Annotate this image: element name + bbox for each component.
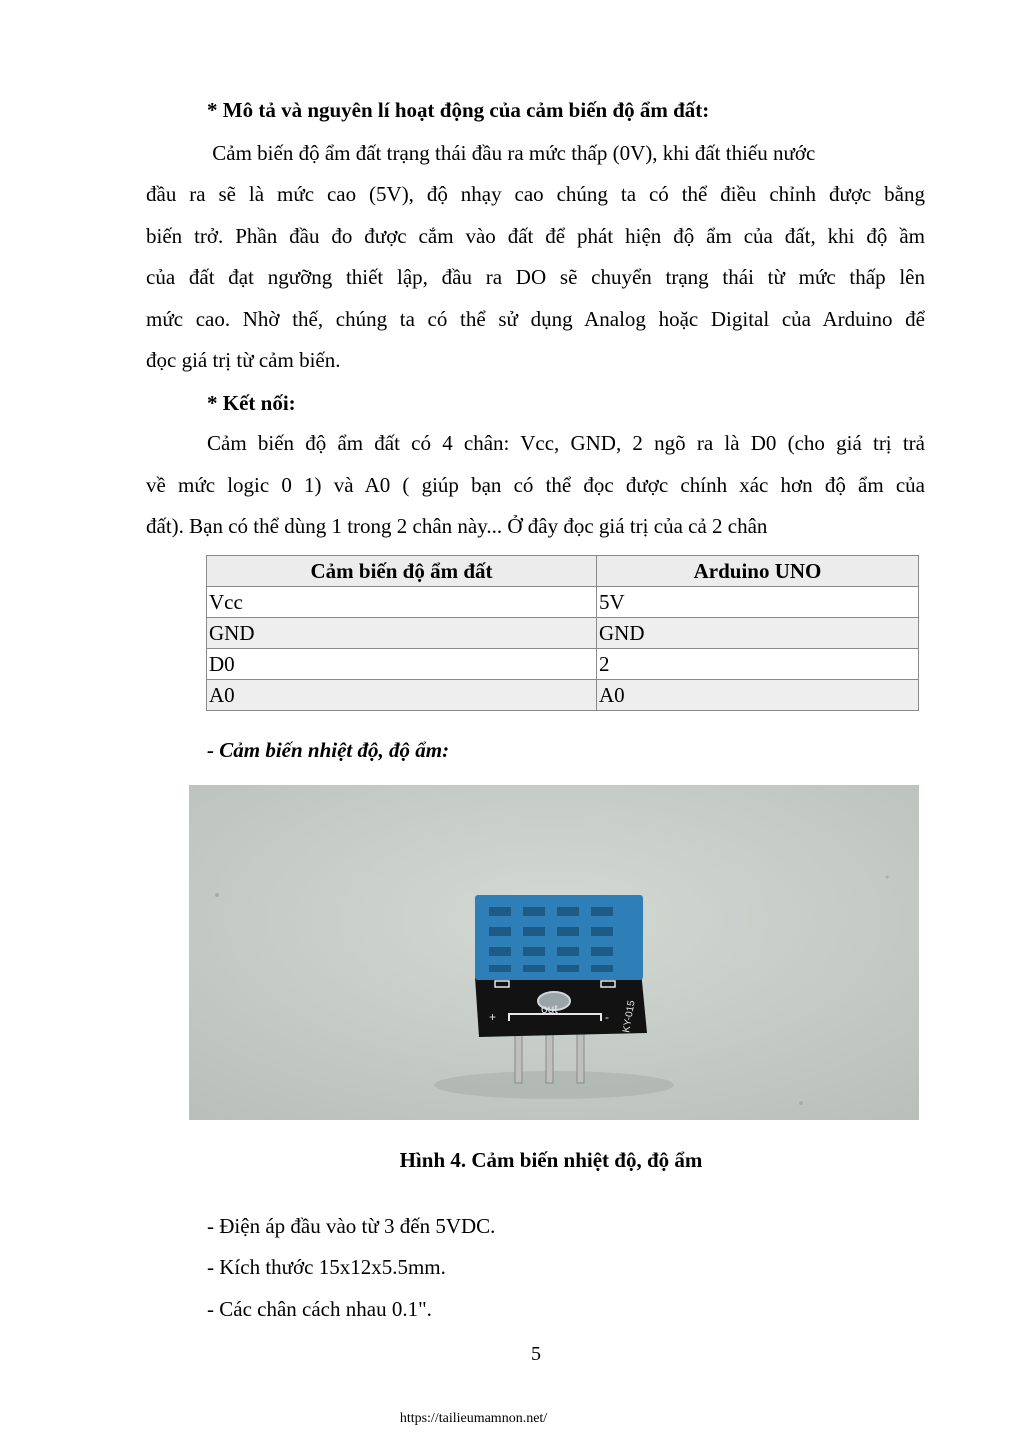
paragraph-line: của đất đạt ngưỡng thiết lập, đầu ra DO sẽ chuyển trạng thái từ mức thấp lên — [146, 265, 925, 289]
page-number: 5 — [531, 1343, 541, 1365]
table-header-row — [207, 556, 919, 587]
pin-connection-table — [206, 555, 919, 711]
paragraph-line: Cảm biến độ ẩm đất trạng thái đầu ra mức thấp (0V), khi đất thiếu nước — [207, 141, 816, 165]
footer-url[interactable]: https://tailieumamnon.net/ — [399, 1411, 548, 1426]
section-heading-connection: * Kết nối: — [207, 391, 296, 415]
paragraph-line: đầu ra sẽ là mức cao (5V), độ nhạy cao chúng ta có thể điều chỉnh được bằng — [146, 182, 925, 206]
table-row — [207, 680, 919, 711]
table-header-cell: Arduino UNO — [597, 556, 919, 587]
table-row — [207, 587, 919, 618]
paragraph-line: biến trở. Phần đầu đo được cắm vào đất để phát hiện độ ẩm của đất, khi độ ầm — [146, 224, 925, 248]
table-cell: GND — [597, 618, 919, 649]
table-cell: GND — [207, 618, 597, 649]
plus-label: + — [489, 1010, 497, 1024]
section-heading-description: * Mô tả và nguyên lí hoạt động của cảm biến độ ẩm đất: — [207, 98, 710, 122]
out-label: out — [541, 1002, 558, 1016]
board-code-label: KY-015 — [621, 999, 638, 1034]
minus-label: - — [605, 1010, 609, 1024]
table-cell: D0 — [207, 649, 597, 680]
table-row — [207, 618, 919, 649]
table-cell: A0 — [597, 680, 919, 711]
paragraph-line: đọc giá trị từ cảm biến. — [146, 348, 341, 372]
table-header-cell: Cảm biến độ ẩm đất — [207, 556, 597, 587]
sensor-photo — [189, 785, 919, 1120]
table-cell: A0 — [207, 680, 597, 711]
figure-caption: Hình 4. Cảm biến nhiệt độ, độ ẩm — [399, 1148, 703, 1172]
paragraph-line: về mức logic 0 1) và A0 ( giúp bạn có thể đọc được chính xác hơn độ ẩm của — [146, 473, 925, 497]
table-cell: Vcc — [207, 587, 597, 618]
sensor-illustration — [189, 785, 919, 1120]
spec-item: - Điện áp đầu vào từ 3 đến 5VDC. — [207, 1214, 496, 1238]
paragraph-line: mức cao. Nhờ thế, chúng ta có thể sử dụng Analog hoặc Digital của Arduino để — [146, 307, 925, 331]
table-row — [207, 649, 919, 680]
section-heading-dht-sensor: - Cảm biến nhiệt độ, độ ẩm: — [207, 738, 450, 762]
table-cell: 2 — [597, 649, 919, 680]
paragraph-line: đất). Bạn có thể dùng 1 trong 2 chân này... Ở đây đọc giá trị của cả 2 chân — [146, 514, 768, 538]
paragraph-line: Cảm biến độ ẩm đất có 4 chân: Vcc, GND, 2 ngõ ra là D0 (cho giá trị trả — [207, 431, 925, 455]
table-cell: 5V — [597, 587, 919, 618]
spec-item: - Các chân cách nhau 0.1". — [207, 1297, 432, 1321]
spec-item: - Kích thước 15x12x5.5mm. — [207, 1255, 446, 1279]
